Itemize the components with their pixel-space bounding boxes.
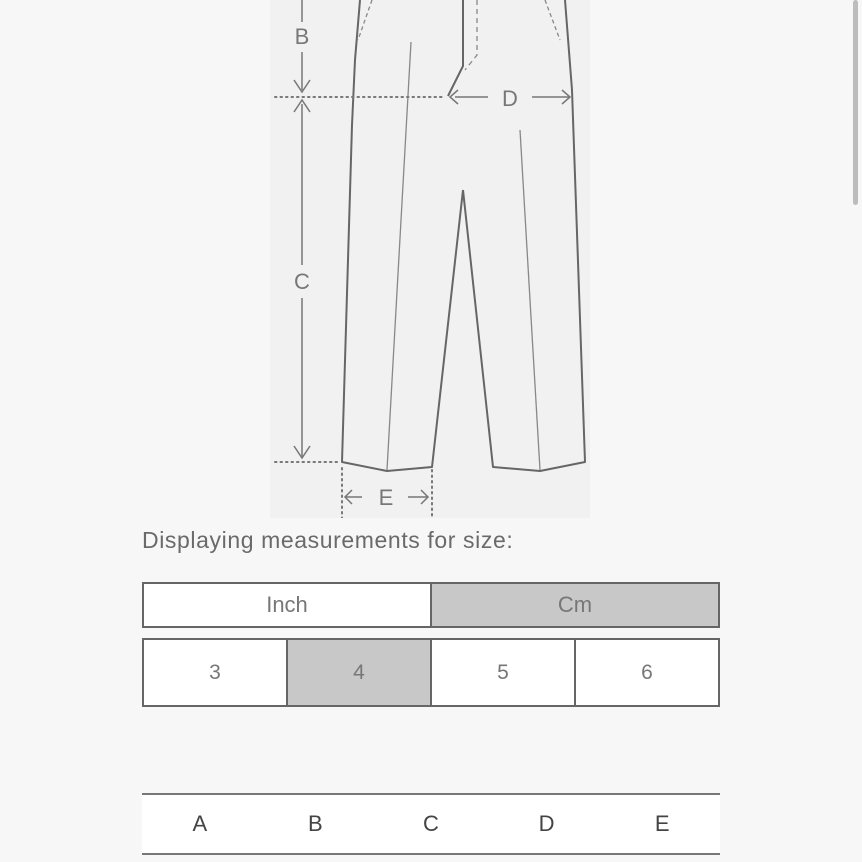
label-d: D <box>502 86 518 111</box>
size-6-button[interactable]: 6 <box>576 638 720 707</box>
unit-cm-button[interactable]: Cm <box>432 582 720 628</box>
label-e: E <box>378 485 394 510</box>
unit-toggle <box>142 582 720 628</box>
measurements-table-header <box>142 793 720 855</box>
scrollbar[interactable] <box>853 0 858 205</box>
trousers-measurement-diagram <box>270 0 590 518</box>
column-header-c: C <box>423 811 439 836</box>
column-header-a: A <box>192 811 208 836</box>
size-4-button[interactable]: 4 <box>288 638 432 707</box>
column-header-b: B <box>308 811 323 836</box>
size-5-button[interactable]: 5 <box>432 638 576 707</box>
column-header-d: D <box>538 811 555 836</box>
size-selector <box>142 638 720 707</box>
column-header-e: E <box>654 811 670 836</box>
size-caption: Displaying measurements for size: <box>142 527 514 553</box>
label-c: C <box>294 269 310 294</box>
size-3-button[interactable]: 3 <box>142 638 288 707</box>
label-b: B <box>294 24 310 49</box>
unit-inch-button[interactable]: Inch <box>142 582 432 628</box>
